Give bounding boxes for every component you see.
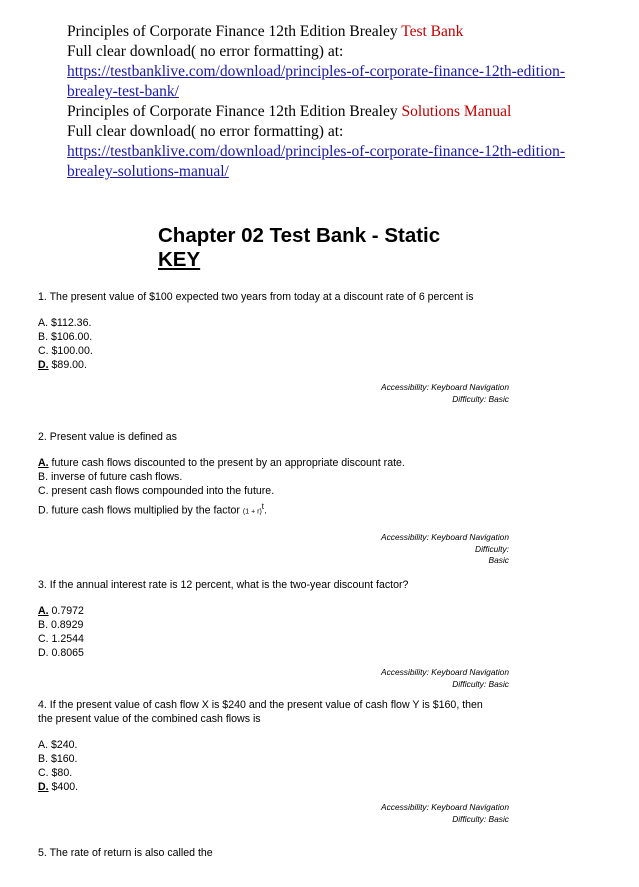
question-2-meta — [381, 532, 509, 567]
option-c: C. 1.2544 — [38, 633, 84, 645]
chapter-title-line1: Chapter 02 Test Bank - Static — [158, 224, 441, 247]
option-b: B. inverse of future cash flows. — [38, 471, 183, 483]
header-line-download-2: Full clear download( no error formatting) at: — [67, 123, 344, 140]
question-3 — [38, 578, 408, 660]
option-d: D. future cash flows multiplied by the factor $(1 + r)^t$. — [38, 502, 267, 517]
chapter-title — [158, 224, 478, 272]
header-line-download: Full clear download( no error formatting) at: — [67, 43, 344, 60]
accessibility-note: Accessibility: Keyboard Navigation — [380, 802, 509, 812]
accessibility-note: Accessibility: Keyboard Navigation — [380, 532, 509, 542]
question-text: 4. If the present value of cash flow X is $240 and the present value of cash flow Y is $160, then — [38, 699, 483, 711]
option-a: A. $112.36. — [38, 317, 92, 329]
option-d-correct: D. $400. — [38, 781, 79, 793]
question-5 — [38, 846, 213, 860]
question-4-meta — [381, 802, 509, 825]
option-c: C. $80. — [38, 767, 73, 779]
option-b: B. $106.00. — [38, 331, 93, 343]
difficulty-note: Difficulty: Basic — [452, 678, 509, 689]
question-3-meta — [381, 667, 509, 690]
question-text: 3. If the annual interest rate is 12 percent, what is the two-year discount factor? — [38, 579, 409, 591]
option-a-correct: A. 0.7972 — [38, 605, 84, 617]
test-bank-link[interactable]: https://testbanklive.com/download/principles-of-corporate-finance-12th-edition-brealey-test-bank/ — [67, 63, 565, 100]
download-header — [67, 22, 567, 182]
option-c: C. present cash flows compounded into the future. — [38, 485, 275, 497]
option-c: C. $100.00. — [38, 345, 93, 357]
question-text-cont: the present value of the combined cash flows is — [38, 713, 261, 725]
solutions-manual-link[interactable]: https://testbanklive.com/download/principles-of-corporate-finance-12th-edition-brealey-solutions-manual/ — [67, 143, 565, 180]
test-bank-label: Test Bank — [401, 23, 464, 40]
accessibility-note: Accessibility: Keyboard Navigation — [380, 667, 509, 677]
question-1-meta — [381, 382, 509, 405]
difficulty-note: Difficulty: — [475, 543, 509, 554]
question-text: 2. Present value is defined as — [38, 431, 177, 443]
question-text: 5. The rate of return is also called the — [38, 847, 213, 859]
option-d: D. 0.8065 — [38, 647, 84, 659]
question-text: 1. The present value of $100 expected two years from today at a discount rate of 6 percent is — [38, 291, 474, 303]
option-a-correct: A. future cash flows discounted to the present by an appropriate discount rate. — [38, 457, 405, 469]
header-line-solutions — [67, 102, 567, 122]
header-line-test-bank — [67, 22, 567, 42]
accessibility-note: Accessibility: Keyboard Navigation — [380, 382, 509, 392]
question-2 — [38, 430, 405, 520]
chapter-title-key: KEY — [158, 248, 201, 271]
exponent-t: t — [261, 502, 265, 511]
option-b: B. $160. — [38, 753, 78, 765]
header-text: Principles of Corporate Finance 12th Edition Brealey — [67, 103, 402, 120]
difficulty-value: Basic — [488, 555, 509, 565]
question-1 — [38, 290, 474, 372]
option-d-correct: D. $89.00. — [38, 359, 87, 371]
solutions-manual-label: Solutions Manual — [401, 103, 512, 120]
question-4 — [38, 698, 483, 794]
discount-factor: (1 + r) — [242, 508, 262, 516]
header-text: Principles of Corporate Finance 12th Edition Brealey — [67, 23, 402, 40]
difficulty-note: Difficulty: Basic — [452, 813, 509, 824]
option-b: B. 0.8929 — [38, 619, 84, 631]
difficulty-note: Difficulty: Basic — [452, 393, 509, 404]
option-a: A. $240. — [38, 739, 78, 751]
